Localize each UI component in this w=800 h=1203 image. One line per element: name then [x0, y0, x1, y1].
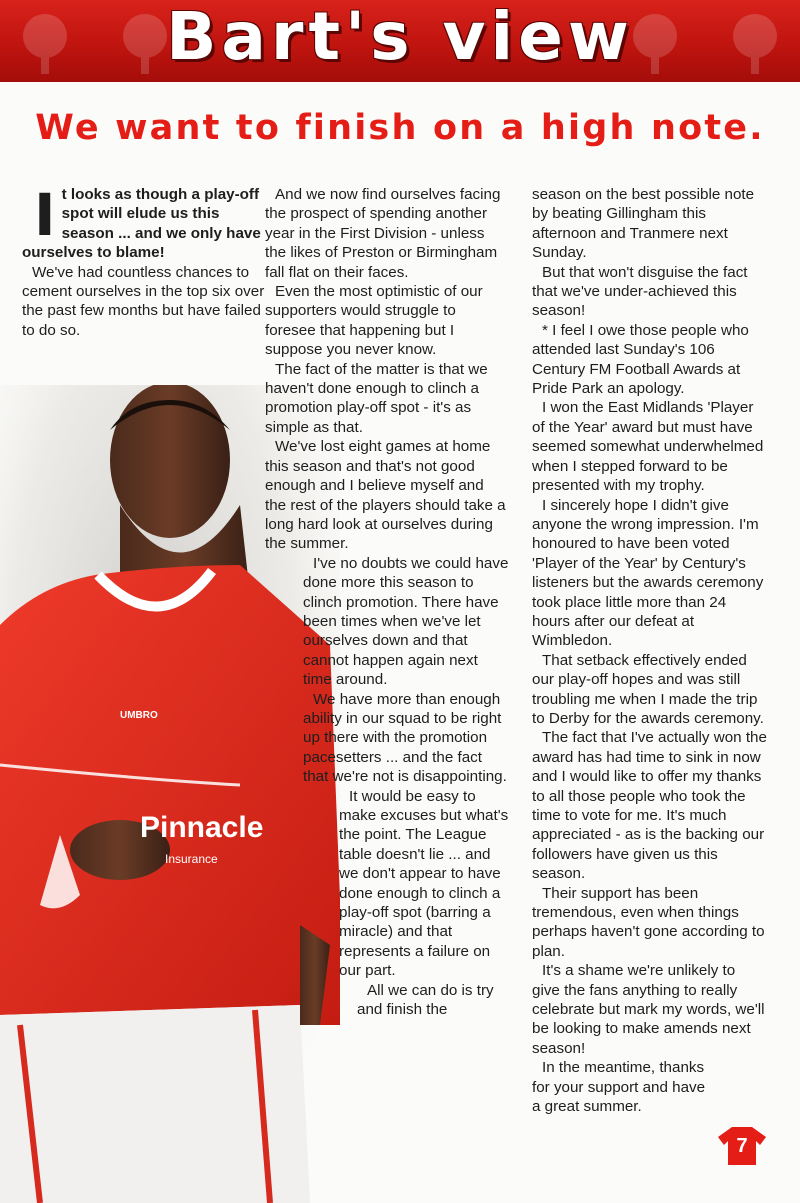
article-column-2 [247, 185, 509, 1019]
paragraph: All we can do is try and finish the [357, 981, 494, 1019]
lead-text: t looks as though a play-off spot will elude us this season ... and we only have ourselves to blame! [22, 186, 261, 262]
paragraph: In the meantime, thanks for your support and have a great summer. [532, 1059, 706, 1116]
sponsor-subtext: Insurance [165, 852, 218, 866]
paragraph: It's a shame we're unlikely to give the fans anything to really celebrate but mark my words, we'll be looking to make amends next season! [532, 962, 765, 1057]
paragraph: But that won't disguise the fact that we've under-achieved this season! [532, 263, 748, 320]
paragraph: That setback effectively ended our play-off hopes and was still troubling me when I made the trip to Derby for the awards ceremony. [532, 651, 764, 727]
paragraph: We've had countless chances to cement ourselves in the top six over the past few months but have failed to do so. [22, 263, 265, 339]
article-column-1 [22, 181, 270, 340]
page-number-badge [716, 1125, 768, 1167]
paragraph: The fact of the matter is that we haven't done enough to clinch a promotion play-off spot - it's as simple as that. [265, 360, 488, 436]
paragraph: The fact that I've actually won the award has had time to sink in now and I would like to offer my thanks to all those people who took the time to vote for me. It's much appreciated - as is the backing our followers have given us this season. [532, 729, 767, 883]
sponsor-text: Pinnacle [140, 811, 264, 844]
paragraph: We've lost eight games at home this season and that's not good enough and I believe myself and the rest of the players should take a long hard look at ourselves during the summer. [265, 438, 506, 553]
paragraph: season on the best possible note by beating Gillingham this afternoon and Tranmere next Sunday. [532, 186, 755, 262]
paragraph: We have more than enough ability in our squad to be right up there with the promotion pacesetters ... and the fact that we're not is disappointing. [303, 690, 507, 786]
paragraph: Their support has been tremendous, even when things perhaps haven't gone according to plan. [532, 884, 765, 960]
paragraph: I've no doubts we could have done more this season to clinch promotion. There have been times when we've let ourselves down and that cannot happen again next time around. [303, 554, 509, 689]
paragraph: I sincerely hope I didn't give anyone the wrong impression. I'm honoured to have been voted 'Player of the Year' by Century's listeners but the awards ceremony took place little more than 24 hours after our defeat at Wimbledon. [532, 496, 764, 650]
banner-title: Bart's view [166, 0, 634, 75]
paragraph: * I feel I owe those people who attended last Sunday's 106 Century FM Football Awards at Pride Park an apology. [532, 321, 749, 398]
page-number: 7 [736, 1135, 748, 1157]
headline: We want to finish on a high note. [35, 108, 765, 148]
paragraph: I won the East Midlands 'Player of the Year' award but must have seemed somewhat underwhelmed when I stepped forward to be presented with my trophy. [532, 399, 764, 495]
kit-brand-text: UMBRO [120, 710, 158, 721]
paragraph: Even the most optimistic of our supporters would struggle to foresee that happening but I suppose you never know. [265, 283, 483, 359]
paragraph: It would be easy to make excuses but what's the point. The League table doesn't lie ... and we don't appear to have done enough to clinch a play-off spot (barring a miracle) and that represents a failure on our part. [339, 787, 509, 980]
banner [0, 0, 800, 82]
article-column-3 [532, 185, 767, 1117]
drop-cap: I [34, 181, 56, 249]
paragraph: And we now find ourselves facing the prospect of spending another year in the First Division - unless the likes of Preston or Birmingham fall flat on their faces. [265, 186, 501, 281]
lead-paragraph [22, 181, 270, 263]
